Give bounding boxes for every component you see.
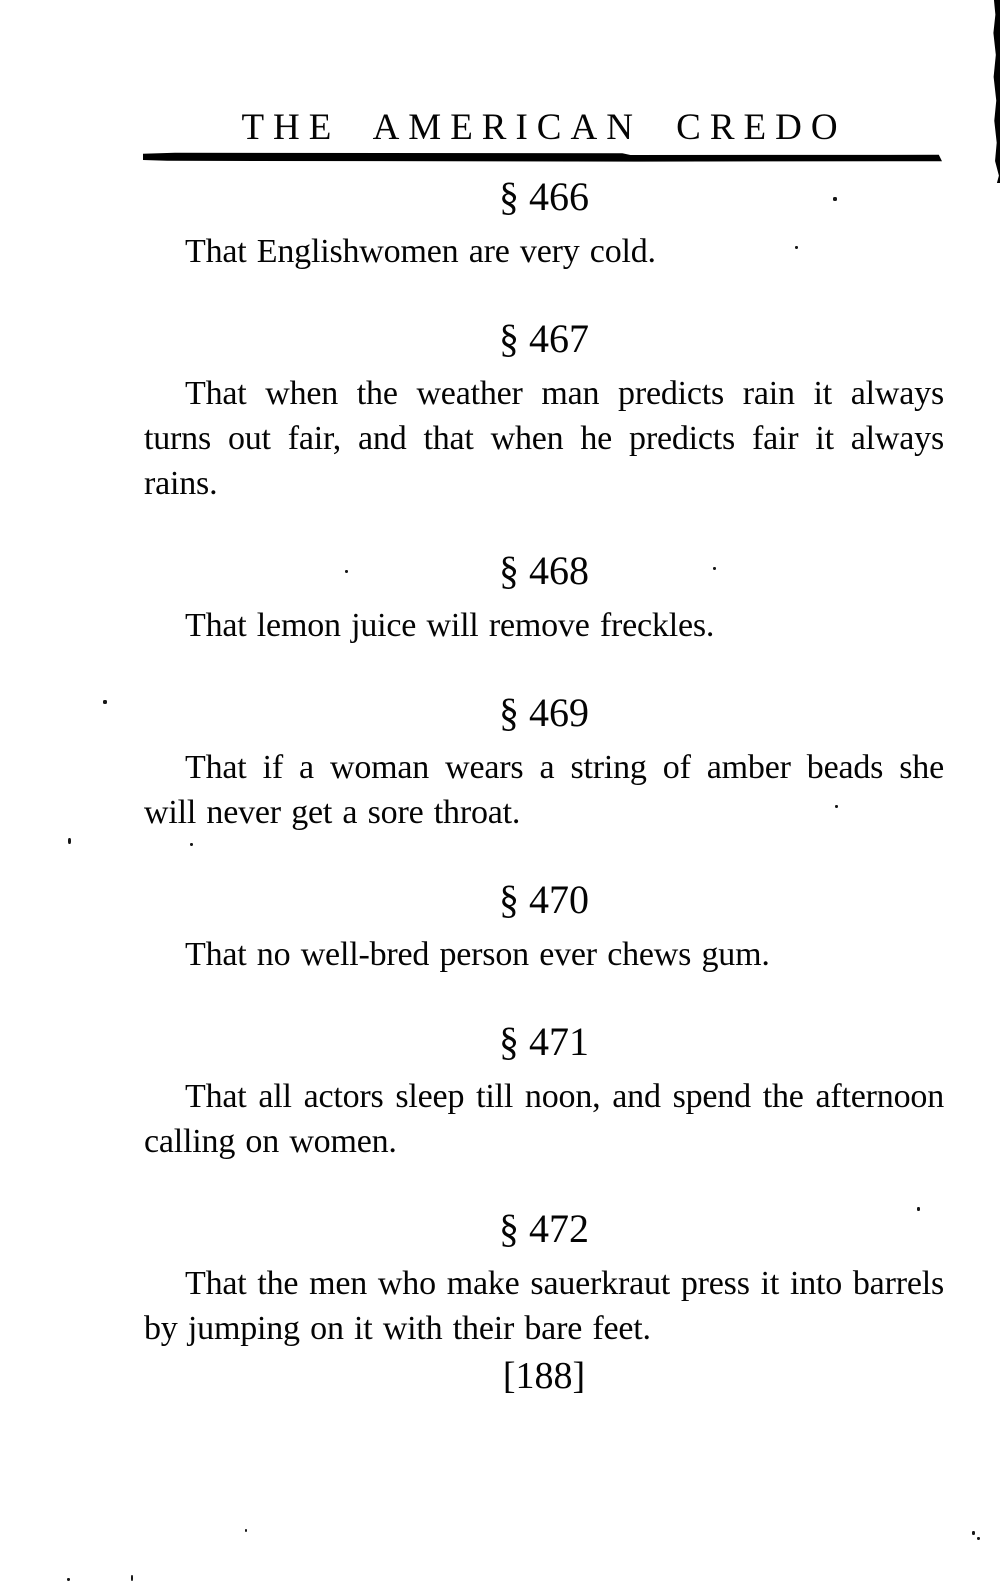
scan-speck bbox=[833, 197, 837, 201]
header-rule bbox=[143, 152, 942, 162]
scan-speck bbox=[345, 570, 348, 573]
section-text-469: That if a woman wears a string of amber beads she will never get a sore throat. bbox=[144, 749, 944, 831]
scan-edge-artifact bbox=[989, 0, 1000, 183]
text-block bbox=[144, 0, 944, 1397]
section-heading-472: § 472 bbox=[499, 1206, 589, 1251]
section-heading-471: § 471 bbox=[499, 1019, 589, 1064]
scan-speck bbox=[972, 1531, 975, 1535]
scan-speck bbox=[67, 1578, 70, 1581]
section-heading-470: § 470 bbox=[499, 877, 589, 922]
section-heading-467: § 467 bbox=[499, 316, 589, 361]
section-heading-468: § 468 bbox=[499, 548, 589, 593]
section-text-470: That no well-bred person ever chews gum. bbox=[185, 936, 770, 973]
section-text-471: That all actors sleep till noon, and spend the afternoon calling on women. bbox=[144, 1078, 944, 1160]
scan-speck bbox=[795, 246, 798, 249]
section-heading-466: § 466 bbox=[499, 174, 589, 219]
scan-speck bbox=[245, 1529, 247, 1532]
scan-speck bbox=[917, 1207, 920, 1211]
section-text-472: That the men who make sauerkraut press it into barrels by jumping on it with their bare feet. bbox=[144, 1265, 944, 1347]
section-text-466: That Englishwomen are very cold. bbox=[185, 233, 656, 270]
scan-speck bbox=[713, 567, 716, 570]
section-text-468: That lemon juice will remove freckles. bbox=[185, 607, 715, 644]
section-heading-469: § 469 bbox=[499, 690, 589, 735]
section-text-467: That when the weather man predicts rain it always turns out fair, and that when he predicts fair it always rains. bbox=[144, 375, 944, 502]
running-head-title: THE AMERICAN CREDO bbox=[241, 107, 847, 148]
scan-speck bbox=[103, 700, 107, 704]
scan-speck bbox=[835, 805, 838, 808]
scan-speck bbox=[190, 843, 193, 846]
scan-speck bbox=[977, 1537, 980, 1540]
scan-speck bbox=[68, 838, 71, 844]
scan-speck bbox=[131, 1575, 133, 1581]
page-number: [188] bbox=[502, 1355, 586, 1397]
